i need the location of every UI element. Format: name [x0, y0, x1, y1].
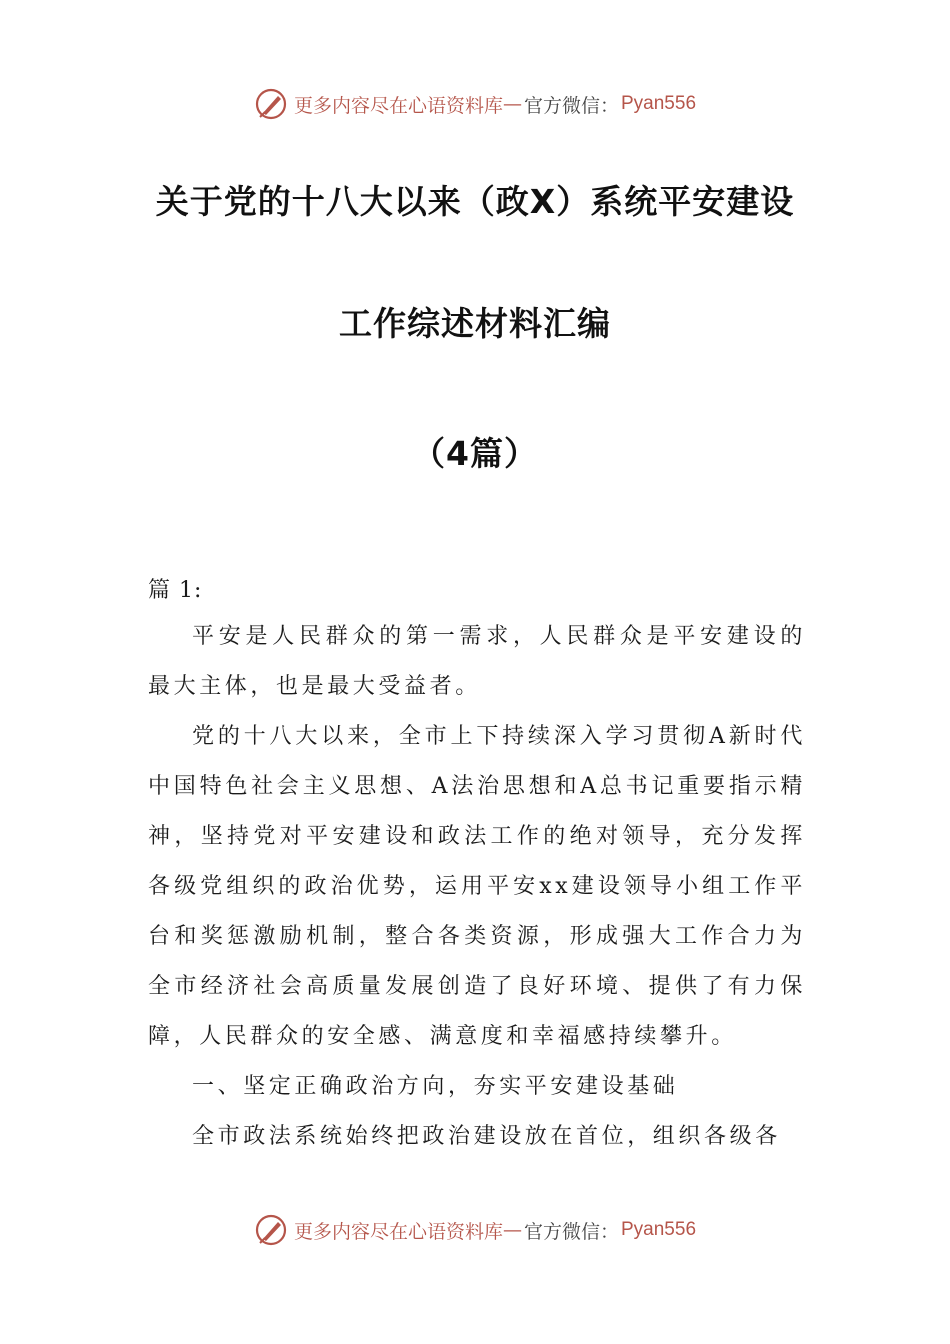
doc-title-line2: 工作综述材料汇编 — [339, 304, 611, 343]
watermark-dash: — — [502, 93, 522, 115]
quill-logo-icon — [254, 87, 288, 121]
watermark-dash: — — [502, 1219, 522, 1241]
quill-logo-icon — [254, 1213, 288, 1247]
section-label: 篇 1: — [148, 578, 203, 603]
paragraph-2: 党的十八大以来，全市上下持续深入学习贯彻A新时代中国特色社会主义思想、A法治思想和A总书记重要指示精神，坚持党对平安建设和政法工作的绝对领导，充分发挥各级党组织的政治优势，运用平安xx建设领导小组工作平台和奖惩激励机制，整合各类资源，形成强大工作合力为全市经济社会高质量发展创造了良好环境、提供了有力保障，人民群众的安全感、满意度和幸福感持续攀升。 — [148, 724, 806, 1049]
watermark-wechat-id: Pyan556 — [621, 93, 697, 114]
document-body — [148, 612, 806, 1162]
watermark-footer — [0, 1210, 950, 1250]
paragraph-1: 平安是人民群众的第一需求，人民群众是平安建设的最大主体，也是最大受益者。 — [148, 624, 806, 699]
paragraph-3: 全市政法系统始终把政治建设放在首位，组织各级各 — [192, 1124, 781, 1149]
doc-title-line1: 关于党的十八大以来（政X）系统平安建设 — [155, 182, 795, 221]
doc-title-count: （4篇） — [412, 434, 538, 473]
watermark-official-label: 官方微信： — [523, 94, 619, 117]
watermark-official-label: 官方微信： — [523, 1220, 619, 1243]
section-heading: 一、坚定正确政治方向，夯实平安建设基础 — [192, 1074, 679, 1099]
watermark-site-text: 更多内容尽在心语资料库 — [293, 1220, 503, 1243]
watermark-header — [0, 84, 950, 124]
watermark-wechat-id: Pyan556 — [621, 1219, 697, 1240]
watermark-site-text: 更多内容尽在心语资料库 — [293, 94, 503, 117]
